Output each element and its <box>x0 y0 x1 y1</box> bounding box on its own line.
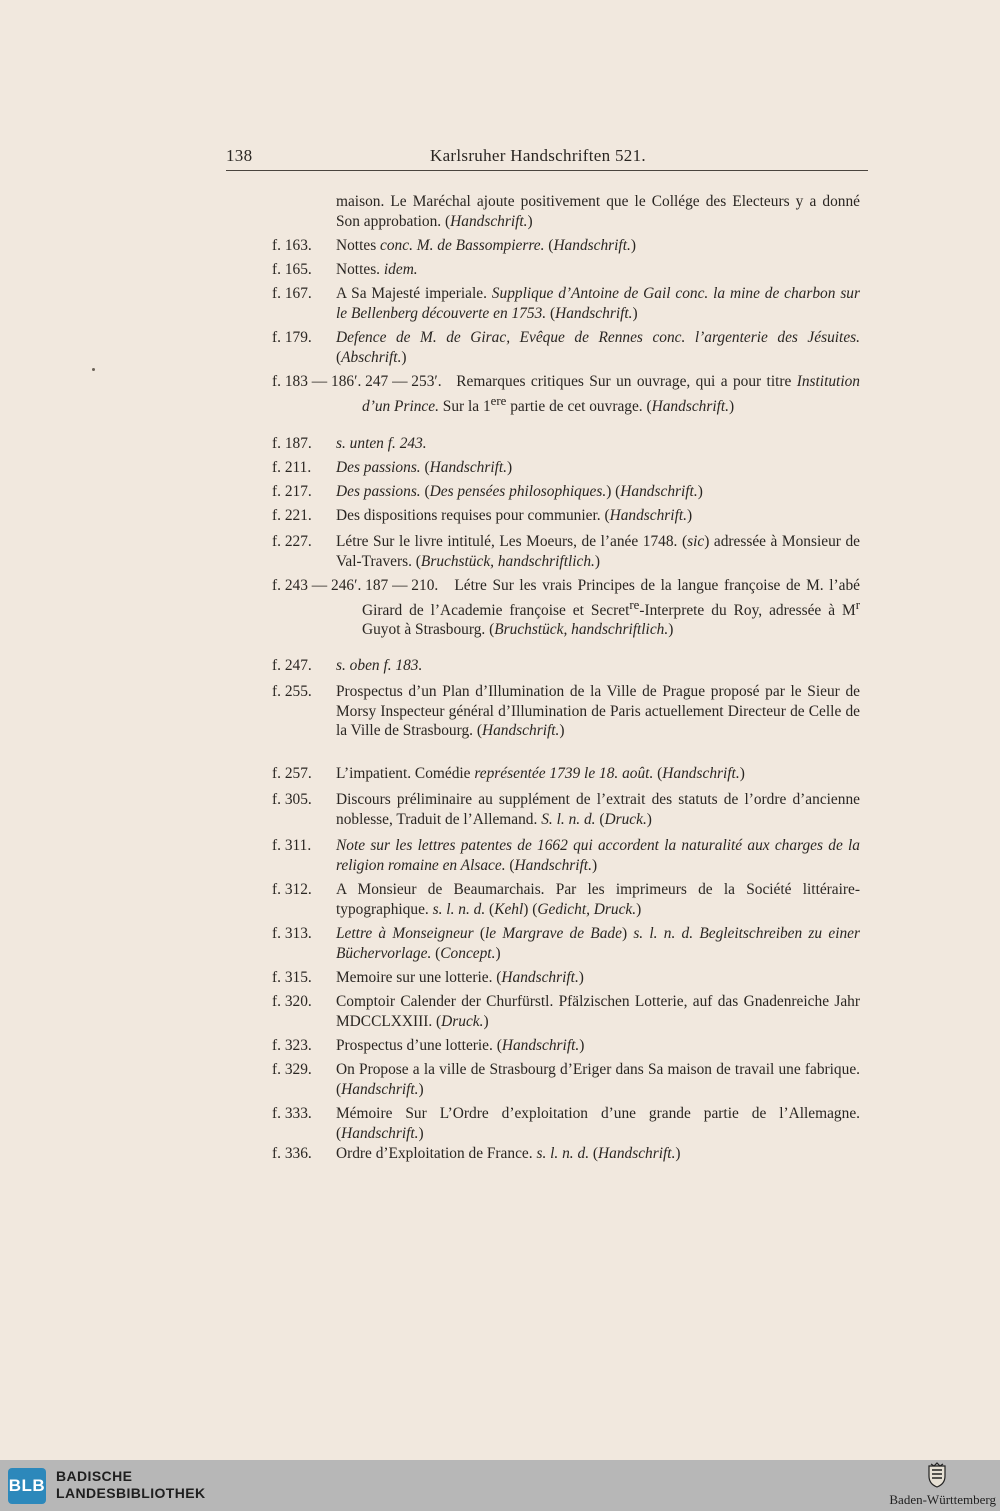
entry-text: Prospectus d’une lotterie. (Handschrift.) <box>336 1037 585 1054</box>
folio-number: f. 227. <box>272 533 312 550</box>
entry-text: Prospectus d’un Plan d’Illumination de la Ville de Prague proposé par le Sieur de Morsy Inspecteur général d’Illumination de Paris actuellement Directeur de Celle de la Ville de Strasbourg. (Handschrift.) <box>336 683 860 739</box>
folio-number: f. 255. <box>272 683 312 700</box>
entry-text: Comptoir Calender der Churfürstl. Pfälzischen Lotterie, auf das Gnadenreiche Jahr MDCCLXXIII. (Druck.) <box>336 993 860 1030</box>
entry-text: L’impatient. Comédie représentée 1739 le 18. août. (Handschrift.) <box>336 765 745 782</box>
folio-number: f. 333. <box>272 1105 312 1122</box>
folio-number: f. 217. <box>272 483 312 500</box>
library-name[interactable] <box>56 1468 206 1502</box>
folio-number: f. 221. <box>272 507 312 524</box>
folio-number: f. 311. <box>272 837 312 854</box>
entry-text: Remarques critiques Sur un ouvrage, qui a pour titre Institution d’un Prince. Sur la 1ere partie de cet ouvrage. (Handschrift.) <box>362 373 860 415</box>
folio-number: f. 163. <box>272 237 312 254</box>
entry-text: Lettre à Monseigneur (le Margrave de Bade) s. l. n. d. Begleitschreiben zu einer Büchervorlage. (Concept.) <box>336 925 860 962</box>
entry-text: Defence de M. de Girac, Evêque de Rennes conc. l’argenterie des Jésuites. (Abschrift.) <box>336 329 860 366</box>
entry-text: s. oben f. 183. <box>336 657 423 674</box>
entry-text: Mémoire Sur L’Ordre d’exploitation d’une grande partie de l’Allemagne. (Handschrift.) <box>336 1105 860 1142</box>
folio-number: f. 315. <box>272 969 312 986</box>
entry-text: Memoire sur une lotterie. (Handschrift.) <box>336 969 584 986</box>
entry-text: Nottes. idem. <box>336 261 418 278</box>
library-name-line1: BADISCHE <box>56 1468 133 1484</box>
entry-text: s. unten f. 243. <box>336 435 427 452</box>
folio-number: f. 320. <box>272 993 312 1010</box>
folio-number: f. 183 — 186′. 247 — 253′. <box>272 373 442 390</box>
folio-number: f. 179. <box>272 329 312 346</box>
blb-logo[interactable]: BLB <box>8 1468 46 1504</box>
entry-text: Des passions. (Des pensées philosophiques.) (Handschrift.) <box>336 483 703 500</box>
folio-number: f. 167. <box>272 285 312 302</box>
running-title: Karlsruher Handschriften 521. <box>430 146 646 165</box>
baden-wuerttemberg-crest-icon <box>926 1462 948 1488</box>
folio-number: f. 313. <box>272 925 312 942</box>
folio-number: f. 323. <box>272 1037 312 1054</box>
entry-text: maison. Le Maréchal ajoute positivement que le Collége des Electeurs y a donné Son approbation. (Handschrift.) <box>336 193 860 230</box>
folio-number: f. 257. <box>272 765 312 782</box>
folio-number: f. 165. <box>272 261 312 278</box>
entry-text: Létre Sur le livre intitulé, Les Moeurs, de l’anée 1748. (sic) adressée à Monsieur de Val-Travers. (Bruchstück, handschriftlich.) <box>336 533 860 570</box>
entry-text: Létre Sur les vrais Principes de la langue françoise de M. l’abé Girard de l’Academie françoise et Secret$^{re}$-Interprete du Roy, adressée à $M^r$ Guyot à Strasbourg. (Bruchstück, handschriftlich.) <box>362 577 861 639</box>
folio-number: f. 312. <box>272 881 312 898</box>
entry-text: On Propose a la ville de Strasbourg d’Eriger dans Sa maison de travail une fabrique. (Handschrift.) <box>336 1061 860 1098</box>
folio-number: f. 247. <box>272 657 312 674</box>
entry-text: Discours préliminaire au supplément de l’extrait des statuts de l’ordre d’ancienne noblesse, Traduit de l’Allemand. S. l. n. d. (Druck.) <box>336 791 860 828</box>
folio-number: f. 187. <box>272 435 312 452</box>
entry-text: A Sa Majesté imperiale. Supplique d’Antoine de Gail conc. la mine de charbon sur le Bellenberg découverte en 1753. (Handschrift.) <box>336 285 860 322</box>
folio-number: f. 336. <box>272 1145 312 1162</box>
entry-text: Des dispositions requises pour communier. (Handschrift.) <box>336 507 693 524</box>
folio-number: f. 243 — 246′. 187 — 210. <box>272 577 439 594</box>
state-name: Baden-Württemberg <box>889 1492 996 1507</box>
entry-text: Note sur les lettres patentes de 1662 qui accordent la naturalité aux charges de la religion romaine en Alsace. (Handschrift.) <box>336 837 860 874</box>
entry-text: Des passions. (Handschrift.) <box>336 459 513 476</box>
entry-text: Ordre d’Exploitation de France. s. l. n. d. (Handschrift.) <box>336 1145 681 1162</box>
library-name-line2: LANDESBIBLIOTHEK <box>56 1485 206 1501</box>
footer-bar <box>0 1460 1000 1511</box>
entry-text: A Monsieur de Beaumarchais. Par les imprimeurs de la Société littéraire-typographique. s. l. n. d. (Kehl) (Gedicht, Druck.) <box>336 881 860 918</box>
folio-number: f. 211. <box>272 459 312 476</box>
entry-text: Nottes conc. M. de Bassompierre. (Handschrift.) <box>336 237 636 254</box>
page-number: 138 <box>226 146 253 165</box>
folio-number: f. 305. <box>272 791 312 808</box>
folio-number: f. 329. <box>272 1061 312 1078</box>
